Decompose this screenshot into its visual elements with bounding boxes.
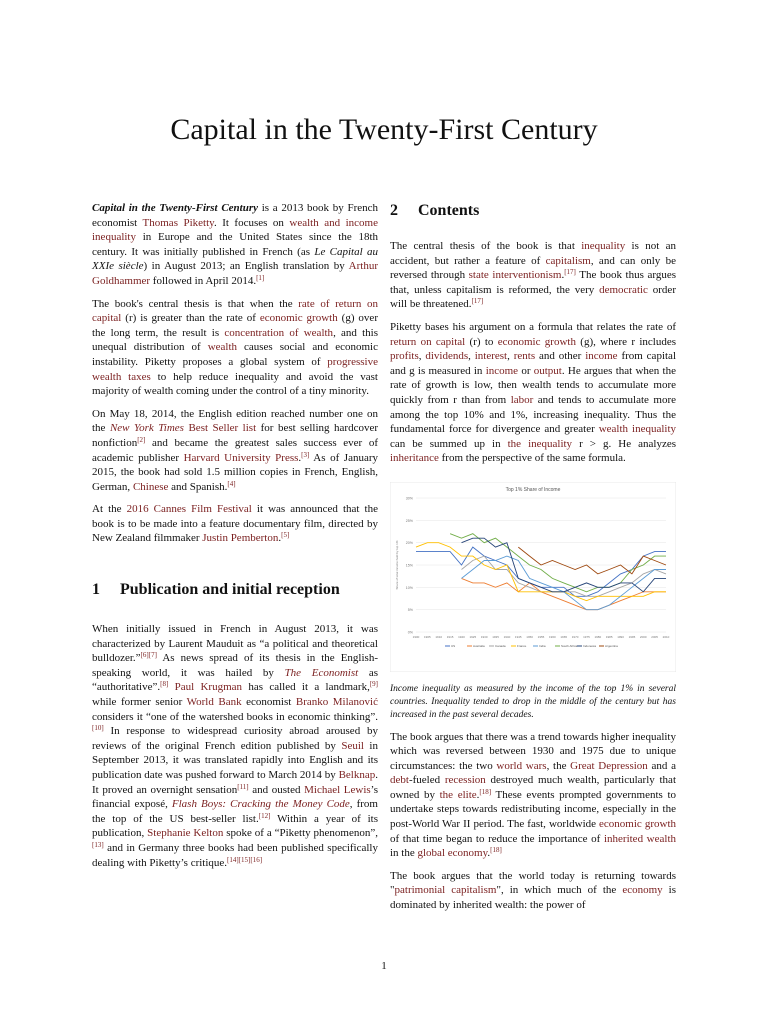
text: ) in August 2013; an English translation by: [143, 260, 349, 273]
link-capitalism[interactable]: capitalism: [545, 254, 591, 267]
x-tick-label: 1900: [412, 634, 420, 639]
ref-17[interactable]: [17]: [471, 297, 484, 306]
link-seuil[interactable]: Seuil: [341, 739, 364, 752]
link-recession[interactable]: recession: [444, 774, 486, 787]
legend-label: Argentina: [605, 644, 618, 649]
x-tick-label: 1930: [480, 634, 488, 639]
intro-paragraph-4: [92, 502, 378, 546]
link-best-seller-list[interactable]: Best Seller list: [183, 422, 257, 435]
text: considers it “one of the watershed books in economic thinking”.: [92, 710, 378, 723]
ref-13[interactable]: [13]: [92, 840, 104, 849]
y-tick-label: 20%: [405, 541, 413, 546]
y-tick-label: 10%: [405, 585, 413, 590]
x-tick-label: 1955: [537, 634, 545, 639]
link-the-inequality[interactable]: the inequality: [507, 437, 573, 450]
text: , and this unequal distribution of: [92, 326, 378, 354]
text: As of January 2015, the book had sold 1.5 million copies in French, English, German,: [92, 451, 379, 493]
x-tick-label: 1990: [617, 634, 624, 639]
text: and tends to accumulate more among the top 10% and 1%, increasing inequality. Thus the fundamental force for divergence and greater: [390, 393, 676, 436]
x-tick-label: 2005: [651, 634, 658, 639]
x-tick-label: 1905: [424, 634, 431, 639]
legend-label: India: [539, 644, 546, 649]
x-tick-label: 2010: [662, 634, 670, 639]
legend-label: US: [451, 644, 456, 649]
x-tick-label: 1980: [594, 634, 602, 639]
text: is dominated by inherited wealth: the power of: [390, 884, 677, 912]
link-the-elite[interactable]: the elite: [439, 788, 477, 801]
ref-18[interactable]: [18]: [490, 846, 502, 855]
link-stephanie-kelton[interactable]: Stephanie Kelton: [147, 827, 224, 840]
legend-label: Australia: [473, 644, 485, 649]
y-tick-label: 30%: [405, 496, 413, 501]
page-title: Capital in the Twenty-First Century: [170, 113, 598, 146]
text: The book's central thesis is that when the: [92, 297, 299, 310]
x-tick-label: 1915: [446, 634, 454, 639]
link-harvard-university-press[interactable]: Harvard University Press: [183, 451, 299, 464]
link-dividends[interactable]: dividends: [425, 350, 469, 363]
text: .: [476, 788, 480, 801]
link-state-interventionism[interactable]: state interventionism: [468, 269, 562, 282]
section-number: 1: [92, 581, 100, 599]
intro-paragraph-1: [92, 201, 378, 289]
link-profits[interactable]: profits: [390, 350, 419, 363]
ref-2[interactable]: [2]: [137, 435, 146, 444]
link-paul-krugman[interactable]: Paul Krugman: [174, 681, 243, 694]
link-patrimonial-capitalism[interactable]: patrimonial capitalism: [394, 884, 497, 897]
link-interest[interactable]: interest: [474, 350, 508, 363]
legend-label: South Africa: [561, 644, 578, 649]
text: in Europe and the United States since the 18th century. It was initially published in French (as: [92, 231, 378, 258]
ref-3[interactable]: [3]: [301, 450, 310, 459]
link-cannes-film-festival[interactable]: 2016 Cannes Film Festival: [126, 503, 252, 516]
text: The book argues that the world today is returning towards ": [390, 869, 676, 897]
text: while former senior: [92, 696, 187, 709]
french-title: Le Capital au XXIe siècle: [92, 245, 378, 273]
text: On May 18, 2014, the English edition reached number one on the: [92, 407, 378, 435]
text: or: [518, 364, 534, 377]
x-tick-label: 1970: [571, 634, 579, 639]
link-economy[interactable]: economy: [622, 884, 663, 897]
link-arthur-goldhammer[interactable]: Arthur Goldhammer: [92, 260, 378, 287]
x-tick-label: 1935: [492, 634, 499, 639]
link-world-wars[interactable]: world wars: [496, 759, 547, 772]
left-column: [92, 201, 378, 878]
x-tick-label: 1965: [560, 634, 568, 639]
section-1-paragraph: [92, 622, 378, 870]
text: ", in which much of the: [496, 884, 623, 897]
text: These events prompted governments to undertake steps towards redistributing income, especially in the post-World War II period. The fast, worldwide: [390, 788, 677, 831]
book-title-lead: Capital in the Twenty-First Century: [92, 202, 258, 214]
ref-18[interactable]: [18]: [479, 787, 492, 796]
text: destroyed much wealth, particularly that owned by: [390, 774, 677, 801]
ref-6-7[interactable]: [6][7]: [140, 651, 157, 660]
text: in September 2013, it was translated rapidly into English and its publication date was pushed forward to March 2014 by: [92, 739, 378, 781]
text: The book thus argues that, unless capitalism is reformed, the very: [390, 269, 676, 296]
text: ,: [418, 350, 426, 363]
section-number: 2: [390, 202, 398, 219]
ref-9[interactable]: [9]: [369, 680, 378, 689]
link-belknap[interactable]: Belknap: [338, 769, 376, 781]
text: and ousted: [248, 783, 305, 796]
text: When initially issued in French in August 2013, it was characterized by Laurent Mauduit as “a political and theoretical bulldozer.”: [92, 623, 378, 665]
y-tick-label: 0%: [407, 630, 413, 635]
text: . It focuses on: [213, 216, 290, 229]
text: from capital and g is measured in: [390, 350, 676, 377]
link-wealth-inequality[interactable]: wealth inequality: [598, 423, 677, 436]
link-progressive-wealth-taxes[interactable]: progressive wealth taxes: [92, 355, 378, 383]
link-labor[interactable]: labor: [510, 393, 534, 406]
top-1-percent-income-chart: [390, 482, 676, 672]
section-2-paragraph-1: [390, 239, 676, 312]
text: and Spanish.: [168, 480, 228, 493]
x-tick-label: 1950: [526, 634, 533, 639]
y-tick-label: 15%: [405, 563, 413, 568]
x-tick-label: 2000: [639, 634, 647, 639]
ref-4[interactable]: [4]: [227, 479, 236, 488]
y-tick-label: 25%: [405, 518, 413, 523]
section-2-paragraph-2: [390, 320, 676, 466]
x-tick-label: 1985: [605, 634, 613, 639]
section-2-heading: [390, 201, 676, 221]
text: r > g. He analyzes: [572, 437, 676, 450]
ref-1[interactable]: [1]: [256, 273, 265, 282]
text: order will be threatened.: [390, 283, 676, 311]
text: , the: [546, 759, 571, 772]
x-tick-label: 1925: [469, 634, 477, 639]
ref-10[interactable]: [10]: [92, 724, 104, 733]
text: .: [561, 269, 565, 282]
text: spoke of a “Piketty phenomenon”,: [223, 827, 378, 840]
text: . He argues that when the rate of growth is low, then wealth tends to accumulate more quickly from r than from: [390, 364, 676, 406]
link-flash-boys[interactable]: Flash Boys: Cracking the Money Code: [171, 798, 350, 811]
legend-label: France: [517, 644, 527, 649]
text: has called it a landmark,: [242, 681, 370, 694]
text: (r) is greater than the rate of: [121, 312, 260, 325]
x-tick-label: 1910: [435, 634, 443, 639]
text: .: [278, 532, 282, 545]
link-income[interactable]: income: [585, 350, 618, 363]
link-inheritance[interactable]: inheritance: [390, 452, 439, 465]
text: ,: [468, 350, 475, 363]
text: .: [298, 451, 302, 464]
text: is not an accident, but rather a feature of: [390, 240, 677, 267]
figure-caption: Income inequality as measured by the income of the top 1% in several countries. Inequality tended to drop in the middle of the century but has increased in the past several decades.: [390, 683, 676, 720]
link-inequality[interactable]: inequality: [581, 240, 626, 252]
text: to help reduce inequality and avoid the vast majority of wealth coming under the control of a tiny minority.: [92, 370, 378, 398]
text: followed in April 2014.: [150, 274, 257, 287]
link-democratic[interactable]: democratic: [599, 283, 648, 296]
ref-8[interactable]: [8]: [160, 680, 169, 689]
legend-label: Canada: [495, 644, 506, 649]
link-wealth[interactable]: wealth: [207, 341, 238, 354]
link-wealth-income-inequality[interactable]: wealth and income inequality: [92, 216, 378, 244]
link-thomas-piketty[interactable]: Thomas Piketty: [142, 216, 214, 229]
section-2-paragraph-4: [390, 869, 676, 913]
right-column: [390, 201, 676, 921]
text: , from the top of the US best-seller list.: [92, 798, 378, 825]
text: it was announced that the book is to be made into a feature documentary film, directed by New Zealand filmmaker: [92, 503, 378, 545]
link-debt[interactable]: debt: [390, 774, 409, 787]
link-global-economy[interactable]: global economy: [417, 847, 488, 860]
text: from the perspective of the same formula.: [438, 452, 626, 465]
link-rate-of-return[interactable]: rate of return on capital: [92, 297, 378, 325]
text: ,: [507, 350, 514, 363]
text: -fueled: [408, 774, 445, 787]
link-output[interactable]: output: [533, 364, 562, 377]
text: The central thesis of the book is that: [390, 240, 582, 252]
x-tick-label: 1975: [583, 634, 590, 639]
text: causes social and economic instability. Piketty proposes a global system of: [92, 341, 378, 368]
text: in the: [390, 847, 418, 860]
x-tick-label: 1945: [514, 634, 522, 639]
x-tick-label: 1940: [503, 634, 511, 639]
x-tick-label: 1995: [628, 634, 636, 639]
ref-12[interactable]: [12]: [258, 811, 271, 820]
text: , and can only be reversed through: [390, 254, 677, 282]
y-tick-label: 5%: [407, 608, 413, 613]
text: is a 2013 book by French economist: [92, 202, 379, 229]
x-tick-label: 1960: [549, 634, 556, 639]
link-economic-growth[interactable]: economic growth: [599, 818, 676, 831]
chart-title: Top 1% Share of Income: [505, 486, 561, 493]
text: and a: [647, 759, 676, 772]
text: economist: [241, 696, 296, 709]
link-new-york-times[interactable]: New York Times: [109, 422, 184, 435]
text: can be summed up in: [390, 437, 508, 450]
text: (g) over the long term, the result is: [92, 312, 378, 339]
section-title: Contents: [418, 202, 480, 219]
text: and became the greatest sales success ever of academic publisher: [92, 436, 378, 464]
text: The book argues that there was a trend towards higher inequality which was reversed between 1930 and 1975 due to unique circumstances: the two: [390, 730, 676, 772]
link-economic-growth[interactable]: economic growth: [497, 335, 576, 348]
text: for best selling hardcover nonfiction: [92, 422, 378, 449]
ref-5[interactable]: [5]: [281, 531, 290, 540]
text: At the: [92, 503, 127, 516]
text: As news spread of its thesis in the English-speaking world, it was hailed by: [92, 652, 378, 679]
intro-paragraph-2: [92, 297, 378, 399]
section-title: Publication and initial reception: [120, 581, 340, 599]
text: of that time began to reduce the importance of: [390, 832, 604, 845]
link-the-economist[interactable]: The Economist: [284, 666, 359, 679]
text: Within a year of its publication,: [92, 812, 378, 840]
link-inherited-wealth[interactable]: inherited wealth: [603, 832, 677, 845]
link-branko-milanovic[interactable]: Branko Milanović: [295, 696, 378, 709]
text: .: [487, 847, 491, 860]
chart-frame: [390, 482, 676, 672]
text: and other: [535, 350, 586, 363]
link-justin-pemberton[interactable]: Justin Pemberton: [202, 532, 279, 545]
x-tick-label: 1920: [458, 634, 465, 639]
link-world-bank[interactable]: World Bank: [186, 696, 242, 709]
section-1-heading: [92, 580, 378, 600]
ref-14-15-16[interactable]: [14][15][16]: [227, 855, 263, 864]
ref-17[interactable]: [17]: [564, 268, 576, 277]
text: (r) to: [465, 335, 498, 348]
ref-11[interactable]: [11]: [237, 782, 249, 791]
link-concentration-of-wealth[interactable]: concentration of wealth: [224, 326, 334, 339]
link-rents[interactable]: rents: [513, 350, 536, 363]
text: ’s financial exposé,: [92, 783, 378, 811]
text: Piketty bases his argument on a formula that relates the rate of: [390, 320, 676, 333]
text: . It proved an overnight sensation: [92, 769, 378, 796]
link-return-on-capital[interactable]: return on capital: [390, 335, 466, 348]
text: (g), where r includes: [575, 335, 676, 348]
text: and in Germany three books had been published specifically dealing with Piketty’s critique.: [92, 841, 378, 869]
link-michael-lewis[interactable]: Michael Lewis: [304, 783, 371, 796]
y-axis-label: Share of total income held by top 1%: [395, 540, 399, 590]
section-2-paragraph-3: [390, 730, 676, 861]
text: as “authoritative”.: [92, 666, 378, 694]
text: In response to widespread curiosity abroad aroused by reviews of the original French edition published by: [92, 725, 378, 752]
legend-label: Indonesia: [583, 644, 597, 649]
link-chinese[interactable]: Chinese: [132, 480, 169, 493]
link-economic-growth[interactable]: economic growth: [259, 312, 338, 325]
link-income[interactable]: income: [485, 364, 519, 377]
link-great-depression[interactable]: Great Depression: [570, 759, 648, 772]
intro-paragraph-3: [92, 407, 378, 495]
page-number: 1: [381, 960, 387, 972]
